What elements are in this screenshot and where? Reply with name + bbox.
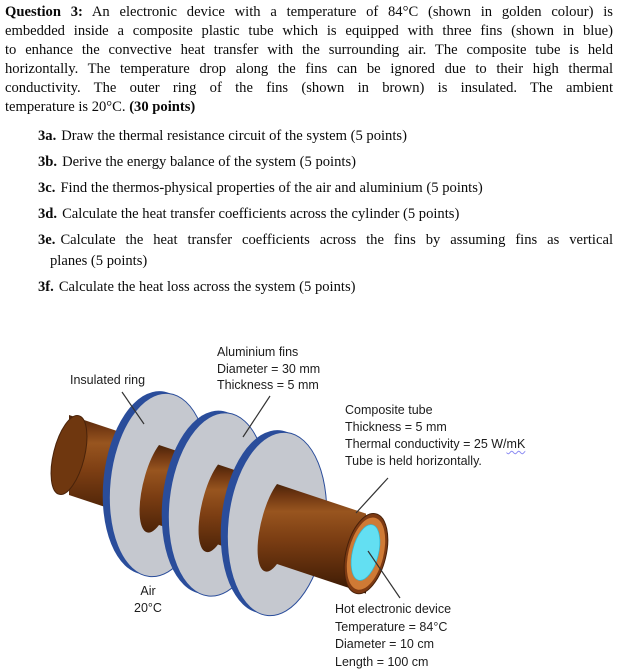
item-3e [38, 230, 613, 272]
air-label [128, 583, 168, 617]
question-text [0, 0, 619, 298]
air-label-line-1: Air [140, 584, 156, 598]
hot-device-label-line-2: Temperature = 84°C [335, 619, 448, 634]
item-3c [38, 178, 613, 199]
item-3e-label: 3e. [38, 232, 56, 248]
item-3c-text: Find the thermos-physical properties of the air and aluminium (5 points) [60, 180, 483, 196]
item-3b-text: Derive the energy balance of the system (5 points) [62, 154, 357, 170]
aluminium-fins-label-line-1: Aluminium fins [217, 345, 299, 359]
item-3b-label: 3b. [38, 154, 58, 170]
item-3f-text: Calculate the heat loss across the system (5 points) [58, 279, 356, 295]
insulated-ring-label: Insulated ring [70, 373, 146, 387]
air-label-line-2: 20°C [134, 601, 162, 615]
item-3d [38, 204, 613, 225]
composite-tube-label-line-3 [345, 436, 525, 453]
composite-tube-label [345, 402, 525, 470]
question-number: Question 3: [5, 4, 83, 20]
composite-tube-label-line-2: Thickness = 5 mm [345, 420, 447, 434]
item-3d-text: Calculate the heat transfer coefficients across the cylinder (5 points) [62, 206, 460, 222]
fin-tube-diagram [0, 335, 619, 671]
hot-device-label-line-4: Length = 100 cm [335, 654, 429, 669]
composite-tube-label-line-4: Tube is held horizontally. [345, 454, 482, 468]
paragraph-line-3: to enhance the convective heat transfer with the surrounding air. The composite tube is held [5, 42, 613, 58]
aluminium-fins-label-line-2: Diameter = 30 mm [217, 361, 321, 376]
item-3d-label: 3d. [38, 206, 58, 222]
item-3e-line-2: planes (5 points) [50, 253, 148, 269]
hot-device-label [335, 601, 451, 671]
paragraph-line-5: conductivity. The outer ring of the fins (shown in brown) is insulated. The ambient [5, 80, 613, 96]
item-3a-label: 3a. [38, 128, 57, 144]
paragraph-line-6 [5, 98, 613, 117]
thermal-conductivity-text: Thermal conductivity = 25 W/ [345, 437, 507, 451]
hot-device-label-line-3: Diameter = 10 cm [335, 637, 434, 651]
item-3e-line-1 [38, 230, 613, 251]
paragraph-line-2: embedded inside a composite plastic tube which is equipped with three fins (shown in blue) [5, 23, 613, 39]
composite-tube-label-line-1: Composite tube [345, 403, 433, 417]
item-3f [38, 277, 613, 298]
aluminium-fins-label [217, 344, 320, 394]
leader-line-composite-tube [356, 478, 388, 513]
item-3e-text: Calculate the heat transfer coefficients across the fins by assuming fins as vertical [60, 232, 613, 248]
item-3b [38, 152, 613, 173]
item-3f-label: 3f. [38, 279, 54, 295]
paragraph-line-4: horizontally. The temperature drop along the fins can be ignored due to their high thermal [5, 61, 613, 77]
item-3a-text: Draw the thermal resistance circuit of the system (5 points) [61, 128, 407, 144]
aluminium-fins-label-line-3: Thickness = 5 mm [217, 378, 319, 392]
leader-line-aluminium-fins [243, 396, 270, 437]
hot-device-label-line-1: Hot electronic device [335, 602, 452, 616]
paragraph-line-1-text: An electronic device with a temperature of 84°C (shown in golden colour) is [82, 4, 613, 20]
item-3c-label: 3c. [38, 180, 56, 196]
thermal-conductivity-units: mK [506, 437, 526, 451]
paragraph-line-6-text: temperature is 20°C. [5, 99, 130, 115]
paragraph-line-1 [5, 3, 613, 22]
points-total: (30 points) [129, 99, 196, 115]
item-3a [38, 126, 613, 147]
